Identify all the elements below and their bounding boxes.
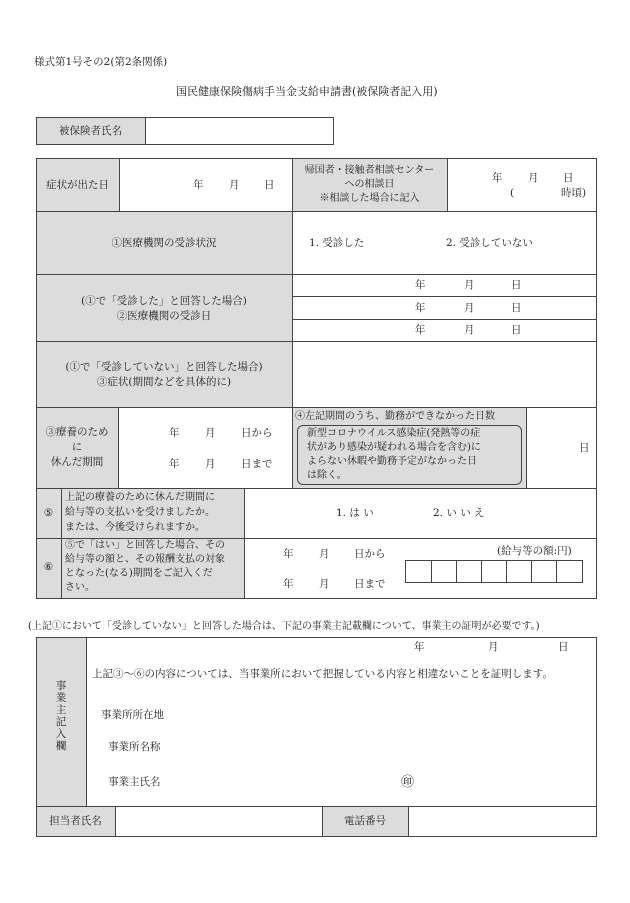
insured-name-label: 被保険者氏名 [59, 125, 122, 137]
employer-section-label: 事業主記入欄 [55, 680, 67, 752]
certification-date-field[interactable] [87, 638, 596, 658]
phone-input[interactable] [409, 807, 596, 836]
office-name-input[interactable] [180, 734, 590, 758]
salary-digit-6[interactable] [531, 560, 557, 583]
visited-label: (①で「受診した」と回答した場合) ②医療機関の受診日 [81, 295, 247, 322]
insured-name-input[interactable] [146, 118, 333, 144]
rest-period-label: ③療養のため に 休んだ期間 [45, 426, 109, 468]
office-address-input[interactable] [180, 702, 590, 726]
work-days-note: 新型コロナウイルス感染症(発熱等の症 状があり感染が疑われる場合を含む)に よらない休暇や勤務予定がなかった日 は除く。 [307, 428, 481, 481]
certification-text: 上記③～⑥の内容については、当事業所において把握している内容と相違ないことを証明します。 [92, 668, 553, 680]
q6-number: ⑥ [43, 561, 54, 573]
q5-option-yes[interactable]: 1. は い [336, 507, 374, 519]
owner-name-label: 事業主氏名 [108, 776, 161, 788]
until-label: 日まで [241, 458, 273, 470]
salary-amount-label: (給与等の額:円) [497, 545, 572, 557]
office-name-label: 事業所名称 [108, 741, 161, 753]
not-visited-label: (①で「受診していない」と回答した場合) ③症状(期間などを具体的に) [65, 361, 263, 388]
consultation-center-label: 帰国者・接触者相談センター への相談日 ※相談した場合に記入 [304, 165, 435, 204]
option-not-visited[interactable]: 2. 受診していない [446, 237, 533, 249]
consultation-date-field[interactable] [448, 159, 596, 210]
visit-date-2[interactable] [293, 297, 596, 318]
salary-digit-5[interactable] [506, 560, 532, 583]
work-days-label: ④左記期間のうち、勤務ができなかった日数 [295, 411, 495, 422]
seal-mark: ㊞ [401, 775, 415, 790]
employer-note: (上記①において「受診していない」と回答した場合は、下記の事業主記載欄について、事業主の証明が必要です。) [28, 621, 540, 632]
salary-digit-2[interactable] [431, 560, 457, 583]
from-label: 日から [241, 427, 273, 439]
form-title: 国民健康保険傷病手当金支給申請書(被保険者記入用) [176, 85, 438, 98]
contact-person-input[interactable] [116, 807, 321, 836]
medical-status-label: ①医療機関の受診状況 [111, 237, 217, 249]
salary-digit-7[interactable] [556, 560, 583, 583]
office-address-label: 事業所所在地 [101, 709, 164, 721]
q5-number: ⑤ [43, 507, 54, 519]
rest-period-field[interactable] [119, 408, 291, 487]
owner-name-input[interactable] [180, 769, 395, 793]
q6-text: ⑤で「はい」と回答した場合、その 給与等の額と、その報酬支払の対象 となった(なる)期間をご記入くだ さい。 [65, 540, 225, 593]
option-visited[interactable]: 1. 受診した [309, 237, 365, 249]
visit-date-3[interactable] [293, 320, 596, 340]
symptom-onset-label: 症状が出た日 [46, 179, 109, 191]
contact-person-label: 担当者氏名 [49, 815, 102, 827]
salary-digit-1[interactable] [405, 560, 432, 583]
form-number: 様式第1号その2(第2条関係) [34, 56, 168, 68]
symptoms-input[interactable] [293, 342, 596, 406]
phone-label: 電話番号 [344, 815, 386, 827]
salary-digit-4[interactable] [481, 560, 507, 583]
salary-digit-3[interactable] [456, 560, 482, 583]
visit-date-1[interactable] [293, 275, 596, 296]
q5-option-no[interactable]: 2. い い え [433, 507, 485, 519]
q5-text: 上記の療養のために休んだ期間に 給与等の支払いを受けましたか。 または、今後受けられますか。 [65, 492, 215, 533]
